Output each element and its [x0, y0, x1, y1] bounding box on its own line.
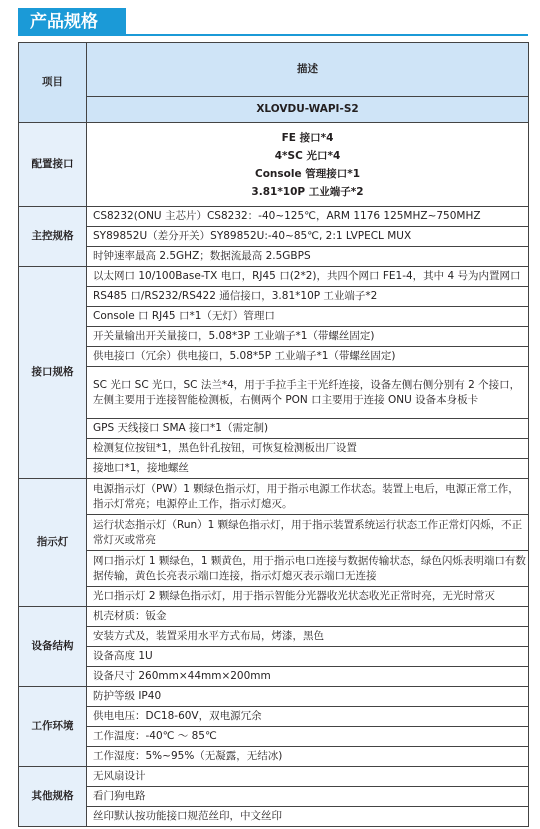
- spec-row: 工作湿度：5%~95%（无凝露，无结冰): [87, 747, 529, 767]
- spec-row: 安装方式及，装置采用水平方式布局，烤漆，黑色: [87, 627, 529, 647]
- group-name: 其他规格: [19, 767, 87, 827]
- item-header: 项目: [19, 43, 87, 123]
- spec-row: 检测复位按钮*1，黑色针孔按钮，可恢复检测板出厂设置: [87, 439, 529, 459]
- spec-row: GPS 天线接口 SMA 接口*1（需定制): [87, 419, 529, 439]
- spec-row: 光口指示灯 2 颗绿色指示灯，用于指示智能分光器收光状态收光正常时亮，无光时常灭: [87, 587, 529, 607]
- group-name: 接口规格: [19, 267, 87, 479]
- title-underline: [18, 34, 528, 36]
- spec-row: 无风扇设计: [87, 767, 529, 787]
- spec-row: SY89852U（差分开关）SY89852U:-40~85℃, 2:1 LVPECL MUX: [87, 227, 529, 247]
- spec-row: 看门狗电路: [87, 787, 529, 807]
- model-name: XLOVDU-WAPI-S2: [87, 97, 529, 123]
- spec-row: 机壳材质：钣金: [87, 607, 529, 627]
- config-item: 4*SC 光口*4: [274, 149, 341, 162]
- spec-row: 以太网口 10/100Base-TX 电口，RJ45 口(2*2)，共四个网口 FE1-4，其中 4 号为内置网口: [87, 267, 529, 287]
- spec-row: 电源指示灯（PW）1 颗绿色指示灯，用于指示电源工作状态。装置上电后，电源正常工作，指示灯常亮；电源停止工作，指示灯熄灭。: [87, 479, 529, 515]
- spec-table: [18, 42, 529, 827]
- config-item: FE 接口*4: [281, 131, 334, 144]
- spec-row: 运行状态指示灯（Run）1 颗绿色指示灯，用于指示装置系统运行状态工作正常灯闪烁，不正常灯灭或常亮: [87, 515, 529, 551]
- spec-row: 设备高度 1U: [87, 647, 529, 667]
- config-cell: [87, 123, 529, 207]
- group-name: 设备结构: [19, 607, 87, 687]
- spec-row: 丝印默认按功能接口规范丝印，中文丝印: [87, 807, 529, 827]
- spec-row: Console 口 RJ45 口*1（无灯）管理口: [87, 307, 529, 327]
- spec-row: SC 光口 SC 光口，SC 法兰*4，用于手拉手主干光纤连接，设备左侧右侧分别有 2 个接口，左侧主要用于连接智能检测板，右侧两个 PON 口主要用于连接 ONU 设备本身板卡: [87, 367, 529, 419]
- spec-row: 时钟速率最高 2.5GHZ；数据流最高 2.5GBPS: [87, 247, 529, 267]
- section-title: 产品规格: [18, 8, 126, 36]
- spec-row: RS485 口/RS232/RS422 通信接口，3.81*10P 工业端子*2: [87, 287, 529, 307]
- config-item: Console 管理接口*1: [254, 167, 361, 180]
- spec-row: 接地口*1，接地螺丝: [87, 459, 529, 479]
- config-item: 3.81*10P 工业端子*2: [251, 185, 364, 198]
- group-name: 指示灯: [19, 479, 87, 607]
- spec-row: 防护等级 IP40: [87, 687, 529, 707]
- spec-row: 开关量输出开关量接口，5.08*3P 工业端子*1（带螺丝固定): [87, 327, 529, 347]
- spec-row: 网口指示灯 1 颗绿色，1 颗黄色，用于指示电口连接与数据传输状态，绿色闪烁表明端口有数据传输，黄色长亮表示端口连接，指示灯熄灭表示端口无连接: [87, 551, 529, 587]
- group-name: 主控规格: [19, 207, 87, 267]
- spec-row: 设备尺寸 260mm×44mm×200mm: [87, 667, 529, 687]
- desc-header: 描述: [87, 43, 529, 97]
- group-name: 配置接口: [19, 123, 87, 207]
- spec-row: 供电电压：DC18-60V，双电源冗余: [87, 707, 529, 727]
- group-name: 工作环境: [19, 687, 87, 767]
- spec-row: 供电接口（冗余）供电接口，5.08*5P 工业端子*1（带螺丝固定): [87, 347, 529, 367]
- spec-row: 工作温度：-40℃ ～ 85℃: [87, 727, 529, 747]
- spec-row: CS8232(ONU 主芯片）CS8232：-40~125℃，ARM 1176 125MHZ~750MHZ: [87, 207, 529, 227]
